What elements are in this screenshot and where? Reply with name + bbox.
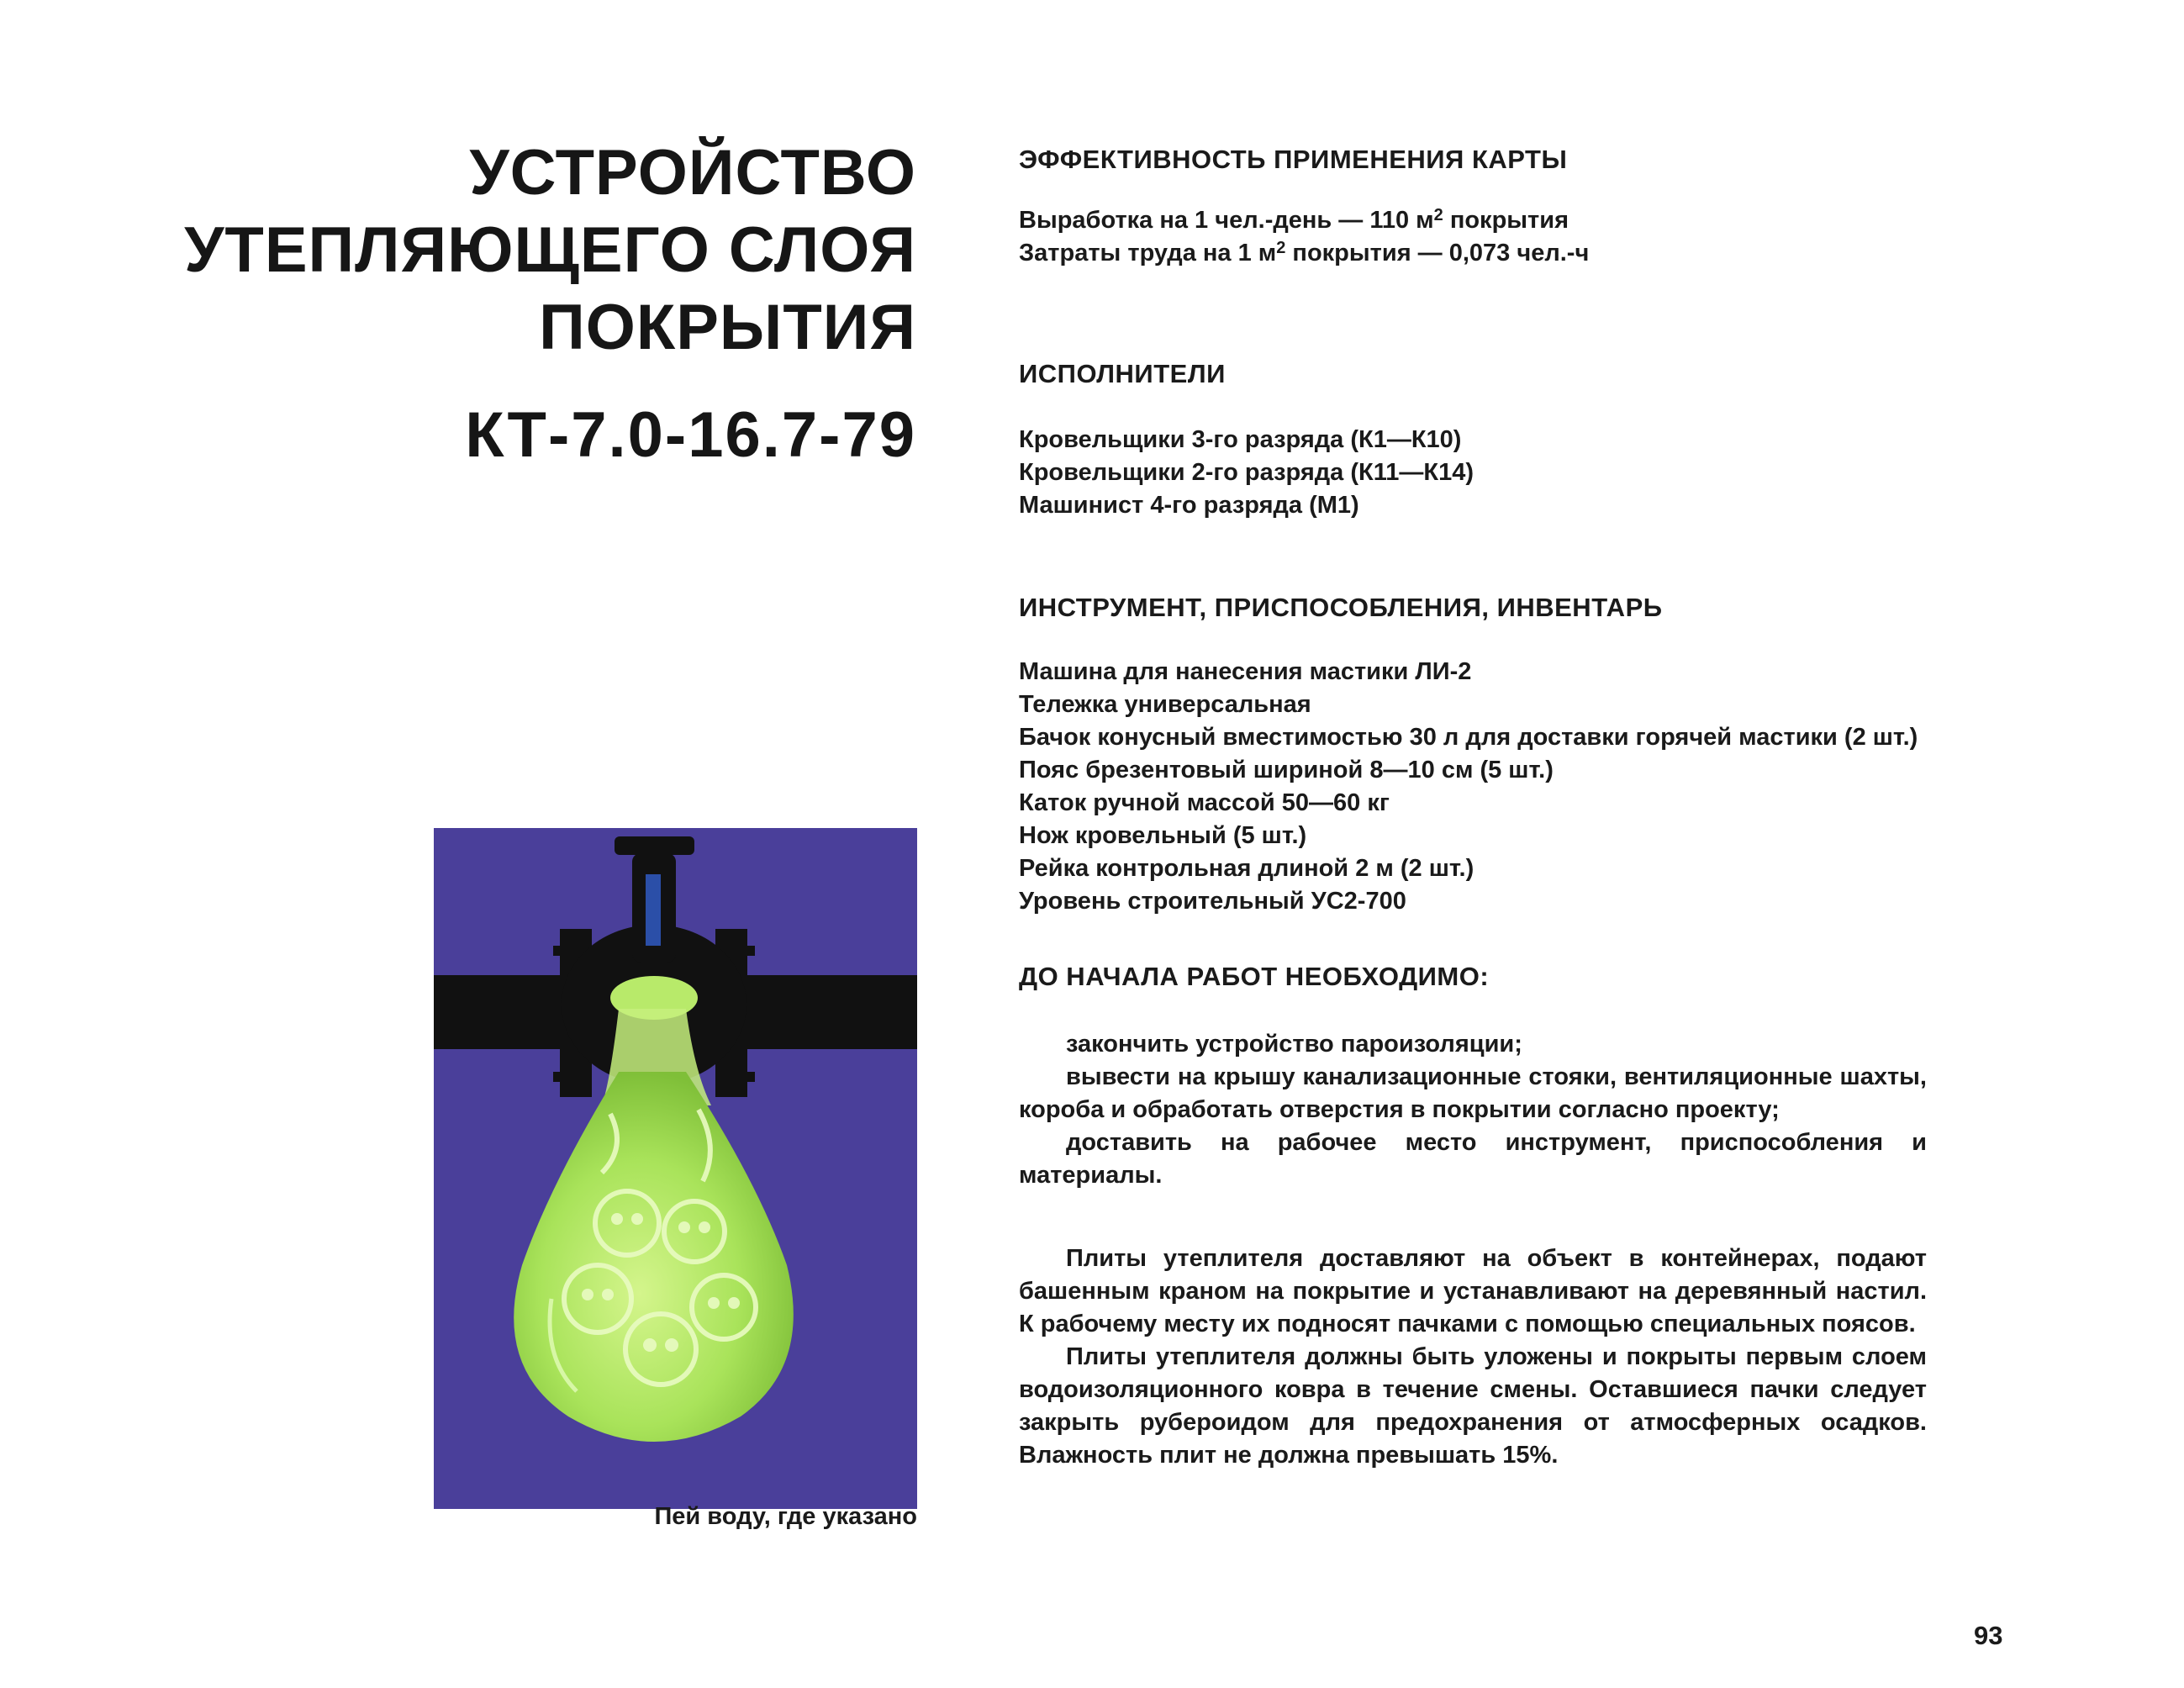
tools-list bbox=[1019, 656, 1927, 918]
list-item: доставить на рабочее место инструмент, приспособления и материалы. bbox=[1019, 1129, 1927, 1189]
title-line-2: УТЕПЛЯЮЩЕГО СЛОЯ bbox=[184, 214, 916, 286]
performers-heading: ИСПОЛНИТЕЛИ bbox=[1019, 359, 1226, 388]
list-item: Нож кровельный (5 шт.) bbox=[1019, 822, 1307, 849]
title-line-3: ПОКРЫТИЯ bbox=[539, 292, 916, 363]
list-item: Уровень строительный УС2-700 bbox=[1019, 888, 1406, 915]
list-item: Кровельщики 2-го разряда (К11—К14) bbox=[1019, 459, 1474, 486]
list-item: Машинист 4-го разряда (М1) bbox=[1019, 492, 1359, 519]
efficiency-line-1: Выработка на 1 чел.-день — 110 $м^2$ покрытия bbox=[1019, 206, 1569, 234]
list-item: закончить устройство пароизоляции; bbox=[1066, 1031, 1522, 1058]
prereq-heading: ДО НАЧАЛА РАБОТ НЕОБХОДИМО: bbox=[1019, 962, 1490, 991]
faucet-drop-icon bbox=[434, 828, 917, 1509]
list-item: Кровельщики 3-го разряда (К1—К10) bbox=[1019, 426, 1462, 453]
list-item: Каток ручной массой 50—60 кг bbox=[1019, 789, 1390, 816]
page-title bbox=[160, 135, 916, 474]
prereq-list bbox=[1019, 1028, 1927, 1192]
card-code: КТ-7.0-16.7-79 bbox=[465, 399, 916, 471]
list-item: Пояс брезентовый шириной 8—10 см (5 шт.) bbox=[1019, 757, 1554, 783]
list-item: Бачок конусный вместимостью 30 л для доставки горячей мастики (2 шт.) bbox=[1019, 724, 1918, 751]
list-item: Машина для нанесения мастики ЛИ-2 bbox=[1019, 658, 1472, 685]
list-item: Рейка контрольная длиной 2 м (2 шт.) bbox=[1019, 855, 1474, 882]
tools-heading: ИНСТРУМЕНТ, ПРИСПОСОБЛЕНИЯ, ИНВЕНТАРЬ bbox=[1019, 593, 1663, 622]
efficiency-lines bbox=[1019, 204, 1927, 270]
performers-list bbox=[1019, 424, 1927, 522]
page-number: 93 bbox=[1974, 1621, 2003, 1650]
body-paragraph-2: Плиты утеплителя должны быть уложены и покрыты первым слоем водоизоляционного ковра в течение смены. Оставшиеся пачки следует закрыть рубероидом для предохранения от атмосферных осадков. Влажность плит не должна превышать 15%. bbox=[1019, 1343, 1927, 1469]
content-column bbox=[1019, 143, 1927, 1472]
faucet-illustration bbox=[434, 828, 917, 1509]
title-line-1: УСТРОЙСТВО bbox=[469, 137, 916, 208]
body-paragraph-1: Плиты утеплителя доставляют на объект в контейнерах, подают башенным краном на покрытие и устанавливают на деревянный настил. К рабочему месту их подносят пачками с помощью специальных поясов. bbox=[1019, 1245, 1927, 1337]
efficiency-line-2: Затраты труда на 1 $м^2$ покрытия — 0,073 чел.-ч bbox=[1019, 239, 1590, 266]
illustration-caption: Пей воду, где указано bbox=[654, 1503, 917, 1530]
list-item: вывести на крышу канализационные стояки, вентиляционные шахты, короба и обработать отверстия в покрытии согласно проекту; bbox=[1019, 1063, 1927, 1123]
efficiency-heading: ЭФФЕКТИВНОСТЬ ПРИМЕНЕНИЯ КАРТЫ bbox=[1019, 145, 1568, 174]
list-item: Тележка универсальная bbox=[1019, 691, 1311, 718]
